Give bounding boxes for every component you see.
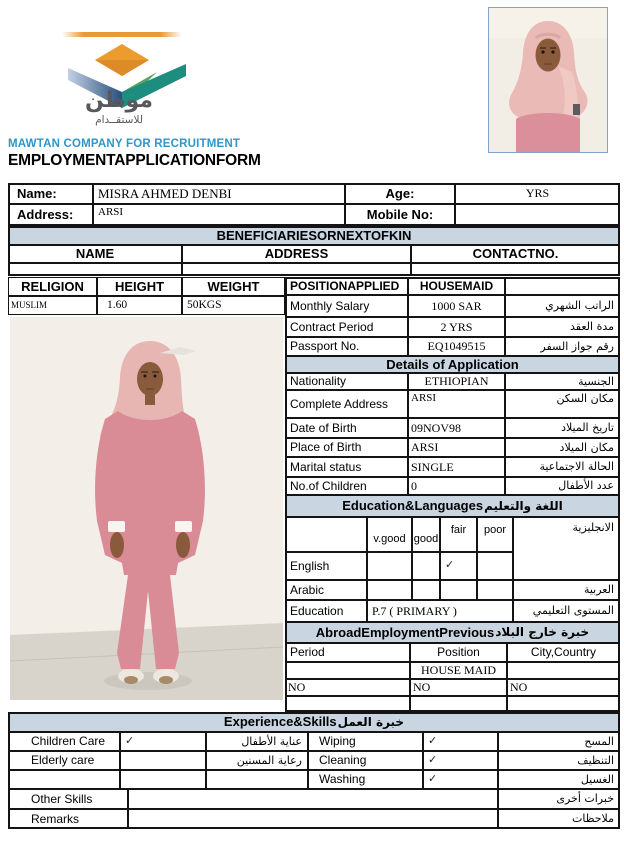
skill-row3-left-check [120,770,206,789]
experience-header [8,712,620,732]
company-logo [55,18,205,136]
address-label: Address: [8,204,93,226]
abroad-col-position: Position [410,643,507,662]
religion-value: MUSLIM [8,296,97,315]
abroad-row2-position: NO [410,679,507,696]
mobile-value [455,204,620,226]
children-arabic: عدد الأطفال [505,477,620,495]
elderly-care-check [120,751,206,770]
contract-period-value: 2 YRS [408,317,505,337]
logo-arabic-subtitle: للاستقــدام [95,114,143,126]
mobile-label: Mobile No: [345,204,455,226]
elderly-care-arabic: رعاية المسنين [206,751,308,770]
kin-col-address: ADDRESS [182,245,411,263]
level-vgood: v.good [367,517,412,552]
full-body-photo-image [10,317,283,700]
english-poor-check [477,552,513,580]
passport-no-arabic: رقم جواز السفر [505,337,620,356]
education-header-ar: اللغة والتعليم [484,498,563,513]
children-care-label: Children Care [8,732,120,751]
arabic-arabic-label: العربية [513,580,620,600]
skill-row3-left-arabic [206,770,308,789]
children-label: No.of Children [285,477,408,495]
abroad-col-city: City,Country [507,643,620,662]
name-value: MISRA AHMED DENBI [93,183,345,204]
form-title: EMPLOYMENTAPPLICATIONFORM [8,152,261,169]
marital-status-value: SINGLE [408,457,505,477]
english-arabic-label: الانجليزية [513,517,620,580]
position-applied-value: HOUSEMAID [408,277,505,295]
abroad-row1-position: HOUSE MAID [410,662,507,679]
level-good: good [412,517,440,552]
address-value: ARSI [93,204,345,226]
passport-photo [488,7,608,153]
children-value: 0 [408,477,505,495]
other-skills-arabic: خبرات أخرى [498,789,620,809]
monthly-salary-arabic: الراتب الشهري [505,295,620,317]
marital-status-label: Marital status [285,457,408,477]
education-value: P.7 ( PRIMARY ) [367,600,513,622]
skill-row3-left-label [8,770,120,789]
cleaning-arabic: التنظيف [498,751,620,770]
date-of-birth-value: 09NOV98 [408,418,505,438]
arabic-good-check [412,580,440,600]
nationality-label: Nationality [285,373,408,390]
abroad-row2-city: NO [507,679,620,696]
washing-label: Washing [308,770,423,789]
abroad-header [285,622,620,643]
height-value: 1.60 [97,296,182,315]
other-skills-label: Other Skills [8,789,128,809]
date-of-birth-label: Date of Birth [285,418,408,438]
complete-address-arabic: مكان السكن [505,390,620,418]
abroad-col-period: Period [285,643,410,662]
abroad-row3-position [410,696,507,712]
portrait-photo-image [489,8,607,152]
level-poor: poor [477,517,513,552]
kin-row-address [182,263,411,276]
language-header-empty [285,517,367,552]
arabic-poor-check [477,580,513,600]
remarks-value [128,809,498,829]
level-fair: fair [440,517,477,552]
english-fair-check: ✓ [440,552,477,580]
age-value: YRS [455,183,620,204]
complete-address-value: ARSI [408,390,505,418]
cleaning-label: Cleaning [308,751,423,770]
name-label: Name: [8,183,93,204]
full-body-photo [10,317,283,700]
position-applied-extra [505,277,620,295]
monthly-salary-label: Monthly Salary [285,295,408,317]
beneficiaries-header: BENEFICIARIESORNEXTOFKIN [8,226,620,245]
marital-status-arabic: الحالة الاجتماعية [505,457,620,477]
logo-arabic-name: موطن [85,88,153,113]
abroad-header-ar: خبرة خارج البلاد [495,625,590,640]
other-skills-value [128,789,498,809]
kin-col-contact: CONTACTNO. [411,245,620,263]
place-of-birth-value: ARSI [408,438,505,457]
passport-no-label: Passport No. [285,337,408,356]
arabic-fair-check [440,580,477,600]
kin-col-name: NAME [8,245,182,263]
education-languages-header [285,495,620,517]
abroad-header-en: AbroadEmploymentPrevious [315,624,495,640]
wiping-check: ✓ [423,732,498,751]
company-name: MAWTAN COMPANY FOR RECRUITMENT [8,138,241,150]
cleaning-check: ✓ [423,751,498,770]
contract-period-label: Contract Period [285,317,408,337]
passport-no-value: EQ1049515 [408,337,505,356]
wiping-arabic: المسح [498,732,620,751]
abroad-row1-city [507,662,620,679]
weight-value: 50KGS [182,296,285,315]
washing-arabic: الغسيل [498,770,620,789]
english-good-check [412,552,440,580]
arabic-label: Arabic [285,580,367,600]
kin-row-name [8,263,182,276]
washing-check: ✓ [423,770,498,789]
nationality-value: ETHIOPIAN [408,373,505,390]
education-label: Education [285,600,367,622]
nationality-arabic: الجنسية [505,373,620,390]
education-header-en: Education&Languages [342,498,484,514]
place-of-birth-label: Place of Birth [285,438,408,457]
abroad-row3-period [285,696,410,712]
wiping-label: Wiping [308,732,423,751]
contract-period-arabic: مدة العقد [505,317,620,337]
remarks-arabic: ملاحظات [498,809,620,829]
english-label: English [285,552,367,580]
monthly-salary-value: 1000 SAR [408,295,505,317]
kin-row-contact [411,263,620,276]
arabic-vgood-check [367,580,412,600]
date-of-birth-arabic: تاريخ الميلاد [505,418,620,438]
elderly-care-label: Elderly care [8,751,120,770]
complete-address-label: Complete Address [285,390,408,418]
children-care-check: ✓ [120,732,206,751]
children-care-arabic: عناية الأطفال [206,732,308,751]
remarks-label: Remarks [8,809,128,829]
details-header: Details of Application [285,356,620,373]
education-arabic: المستوى التعليمي [513,600,620,622]
age-label: Age: [345,183,455,204]
place-of-birth-arabic: مكان الميلاد [505,438,620,457]
abroad-row3-city [507,696,620,712]
weight-label: WEIGHT [182,277,285,296]
abroad-row1-period [285,662,410,679]
religion-label: RELIGION [8,277,97,296]
height-label: HEIGHT [97,277,182,296]
abroad-row2-period: NO [285,679,410,696]
english-vgood-check [367,552,412,580]
position-applied-label: POSITIONAPPLIED [285,277,408,295]
experience-header-ar: خبرة العمل [337,714,405,729]
experience-header-en: Experience&Skills [223,714,337,730]
